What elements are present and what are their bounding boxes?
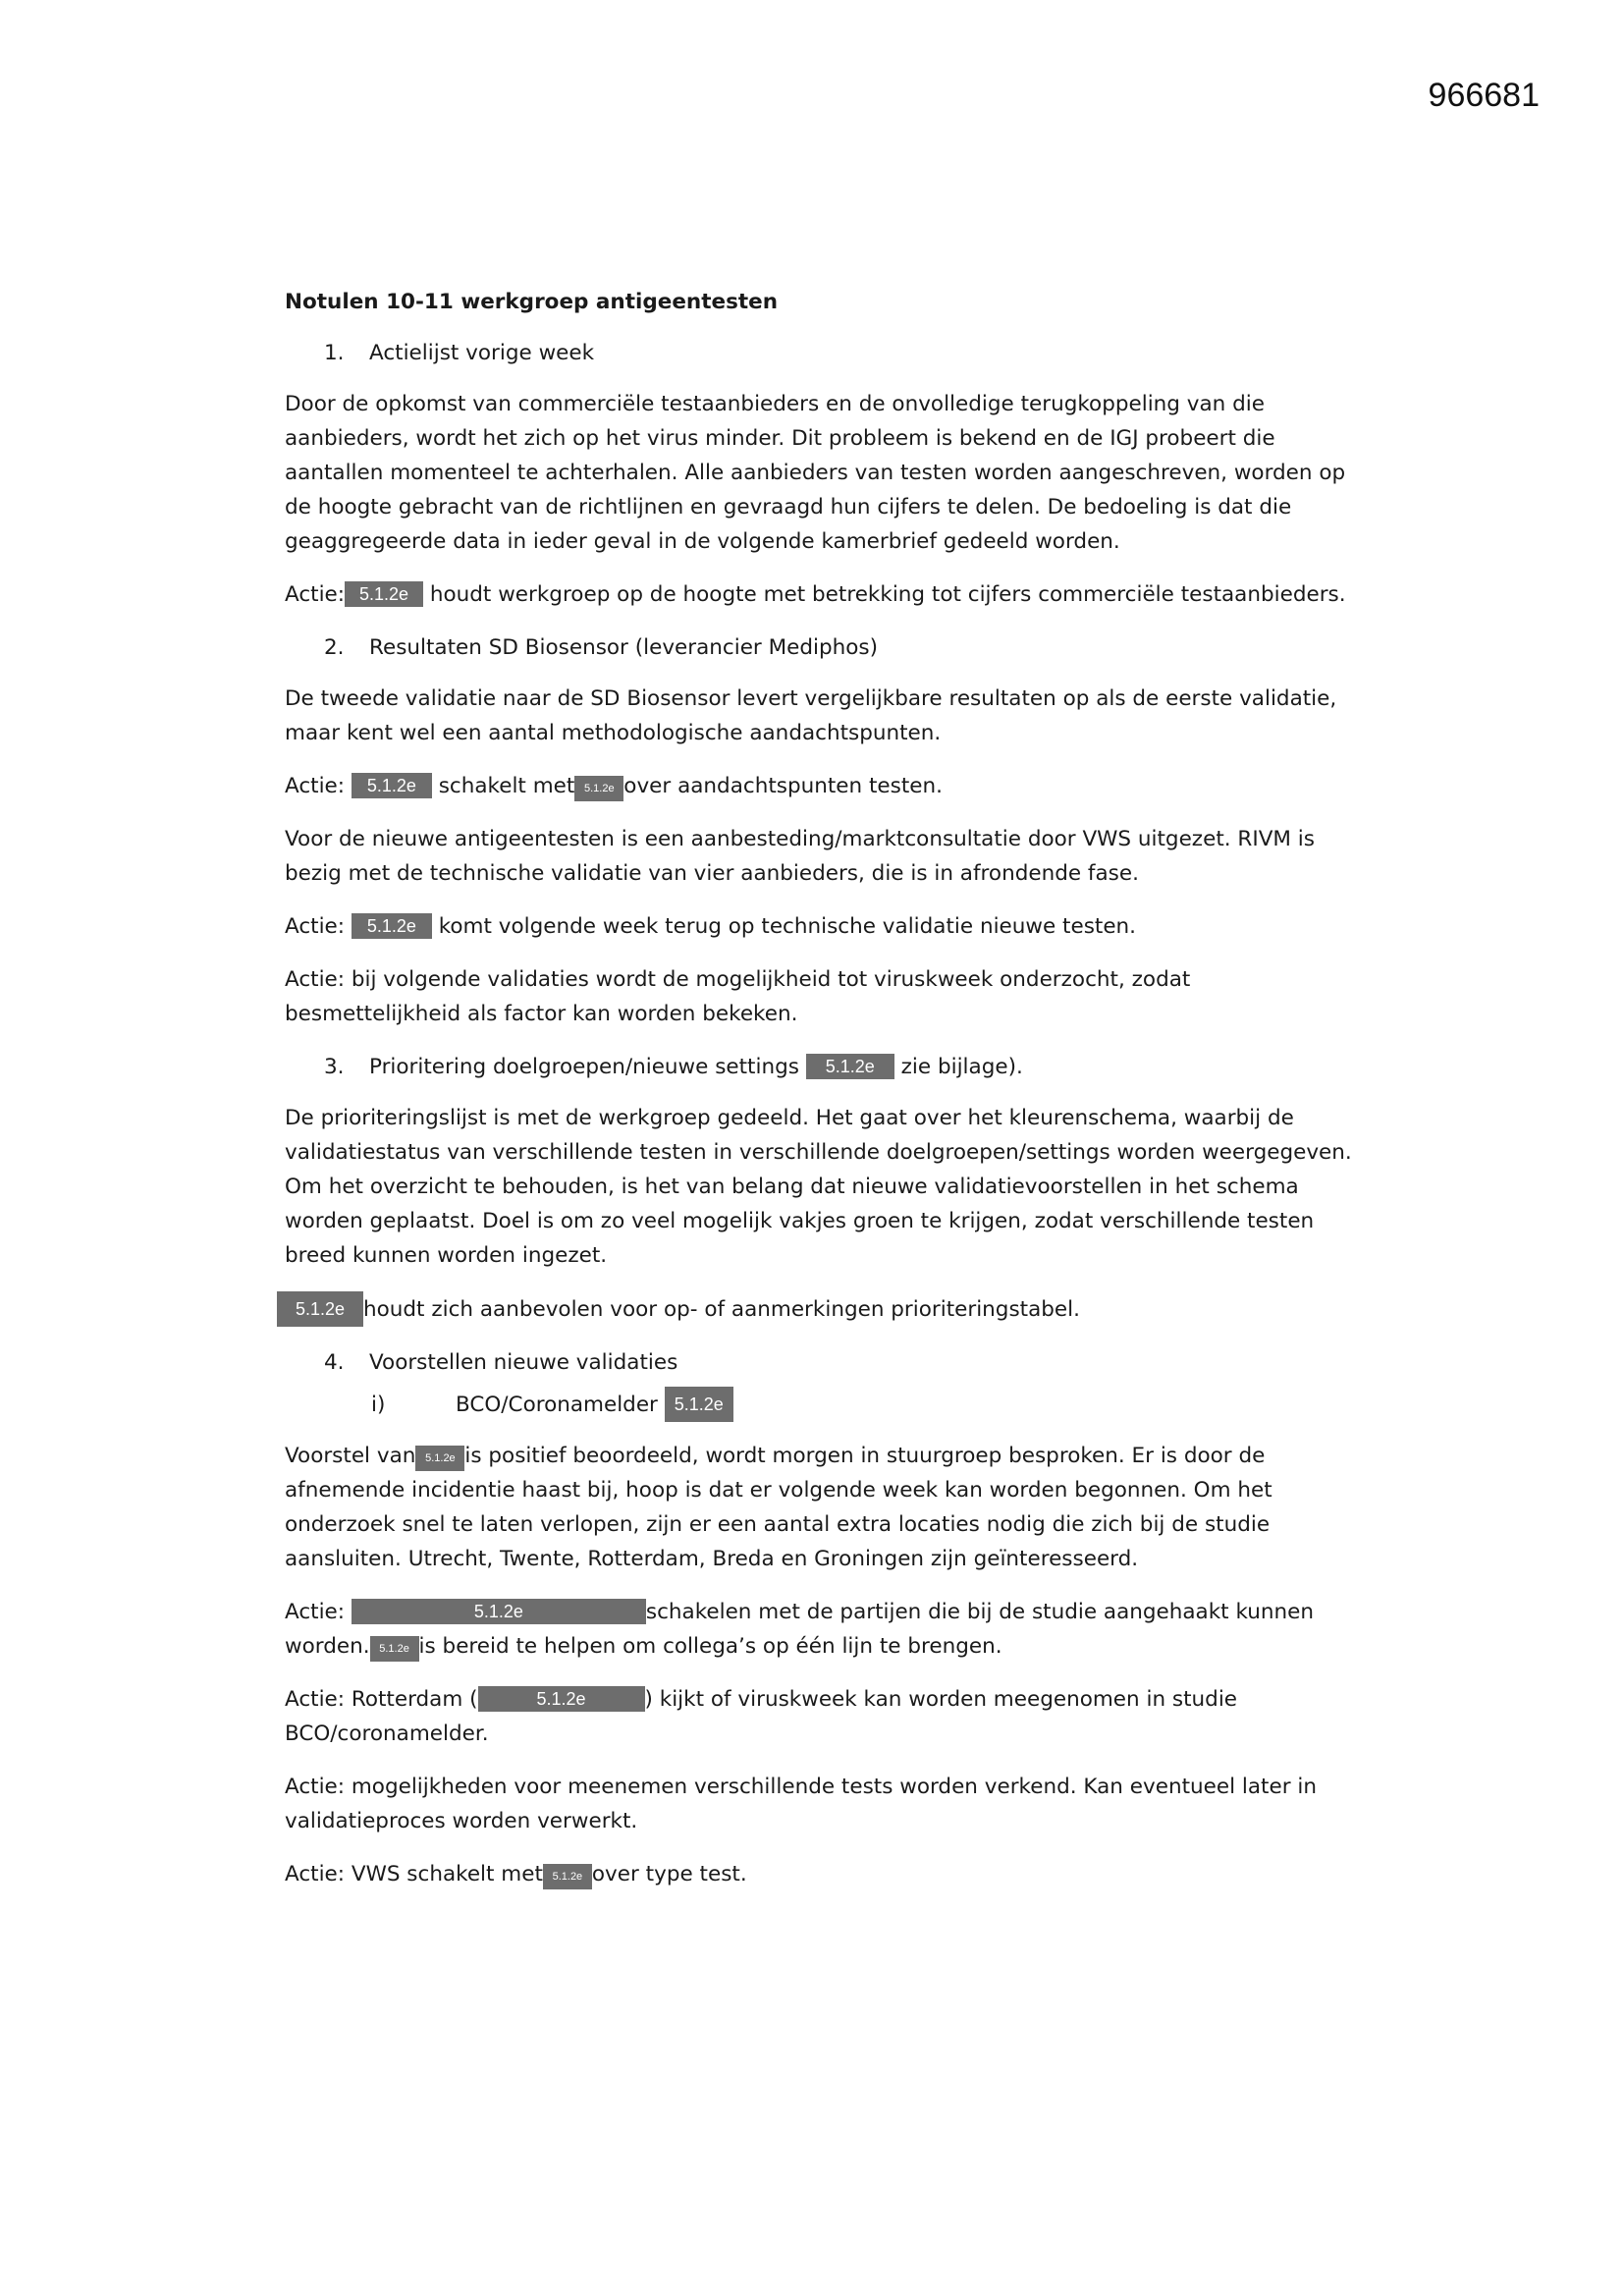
paragraph: Door de opkomst van commerciële testaanbieders en de onvolledige terugkoppeling van die aanbieders, wordt het zich op het virus minder. Dit probleem is bekend en de IGJ probeert die aantallen momenteel te achterhalen. Alle aanbieders van testen worden aangeschreven, worden op de hoogte gebracht van de richtlijnen en gevraagd hun cijfers te delen. De bedoeling is dat die geaggregeerde data in ieder geval in de volgende kamerbrief gedeeld worden. — [285, 392, 1346, 554]
redaction-box: 5.1.2e — [415, 1446, 464, 1471]
redaction-box: 5.1.2e — [478, 1686, 645, 1712]
paragraph: Voor de nieuwe antigeentesten is een aanbesteding/marktconsultatie door VWS uitgezet. RIVM is bezig met de technische validatie van vier aanbieders, die is in afrondende fase. — [285, 827, 1315, 886]
agenda-item-label: Actielijst vorige week — [369, 341, 595, 365]
redaction-box: 5.1.2e — [352, 913, 432, 939]
agenda-item-3 — [285, 1050, 1355, 1084]
agenda-item-number: 2. — [324, 635, 345, 660]
paragraph: De tweede validatie naar de SD Biosensor levert vergelijkbare resultaten op als de eerste validatie, maar kent wel een aantal methodologische aandachtspunten. — [285, 686, 1337, 745]
paragraph: Voorstel van 5.1.2e is positief beoordeeld, wordt morgen in stuurgroep besproken. Er is door de afnemende incidentie haast bij, hoop is dat er volgende week kan worden begonnen. Om het onderzoek snel te laten verlopen, zijn er een aantal extra locaties nodig die zich bij de studie aansluiten. Utrecht, Twente, Rotterdam, Breda en Groningen zijn geïnteresseerd. — [285, 1444, 1272, 1571]
agenda-subitem — [285, 1387, 1355, 1422]
agenda-item-1 — [285, 336, 1355, 370]
agenda-item-label: Prioritering doelgroepen/nieuwe settings 5.1.2e zie bijlage). — [369, 1055, 1023, 1079]
action-line: Actie: 5.1.2e schakelt met 5.1.2e over aandachtspunten testen. — [285, 769, 1355, 803]
action-line: Actie: 5.1.2e houdt werkgroep op de hoogte met betrekking tot cijfers commerciële testaanbieders. — [285, 582, 1346, 607]
action-line: Actie: 5.1.2e komt volgende week terug op technische validatie nieuwe testen. — [285, 914, 1137, 939]
redaction-box: 5.1.2e — [665, 1387, 733, 1422]
minutes-title: Notulen 10-11 werkgroep antigeentesten — [285, 290, 779, 314]
action-line: Actie: Rotterdam ( 5.1.2e ) kijkt of viruskweek kan worden meegenomen in studie BCO/coronamelder. — [285, 1687, 1238, 1746]
paragraph: De prioriteringslijst is met de werkgroep gedeeld. Het gaat over het kleurenschema, waarbij de validatiestatus van verschillende testen in verschillende doelgroepen/settings worden weergegeven. Om het overzicht te behouden, is het van belang dat nieuwe validatievoorstellen in het schema worden geplaatst. Doel is om zo veel mogelijk vakjes groen te krijgen, zodat verschillende testen breed kunnen worden ingezet. — [285, 1106, 1352, 1268]
redaction-box: 5.1.2e — [574, 776, 623, 801]
action-line: Actie: bij volgende validaties wordt de mogelijkheid tot viruskweek onderzocht, zodat besmettelijkheid als factor kan worden bekeken. — [285, 967, 1191, 1026]
redaction-box: 5.1.2e — [352, 773, 432, 798]
redaction-box: 5.1.2e — [352, 1599, 646, 1624]
action-line: Actie: mogelijkheden voor meenemen verschillende tests worden verkend. Kan eventueel later in validatieproces worden verwerkt. — [285, 1775, 1317, 1833]
agenda-item-number: 1. — [324, 341, 345, 365]
redaction-box: 5.1.2e — [345, 581, 423, 607]
agenda-item-label: Resultaten SD Biosensor (leverancier Mediphos) — [369, 635, 879, 660]
redaction-box: 5.1.2e — [277, 1291, 363, 1327]
agenda-item-number: 3. — [324, 1055, 345, 1079]
action-line: Actie: 5.1.2e schakelen met de partijen die bij de studie aangehaakt kunnen worden. 5.1.2e is bereid te helpen om collega’s op één lijn te brengen. — [285, 1595, 1355, 1664]
minutes-body — [285, 285, 1355, 1910]
document-number: 966681 — [1428, 77, 1540, 114]
agenda-item-label: Voorstellen nieuwe validaties — [369, 1350, 678, 1375]
agenda-item-2 — [285, 630, 1355, 665]
agenda-subitem-number: i) — [371, 1392, 386, 1417]
redaction-box: 5.1.2e — [370, 1636, 419, 1662]
redaction-box: 5.1.2e — [806, 1054, 894, 1079]
action-line: Actie: VWS schakelt met 5.1.2e over type test. — [285, 1857, 1355, 1891]
agenda-item-4 — [285, 1345, 1355, 1380]
action-line: 5.1.2e houdt zich aanbevolen voor op- of aanmerkingen prioriteringstabel. — [277, 1291, 1355, 1327]
redaction-box: 5.1.2e — [543, 1864, 592, 1889]
agenda-subitem-label: BCO/Coronamelder — [456, 1392, 658, 1417]
agenda-item-number: 4. — [324, 1350, 345, 1375]
